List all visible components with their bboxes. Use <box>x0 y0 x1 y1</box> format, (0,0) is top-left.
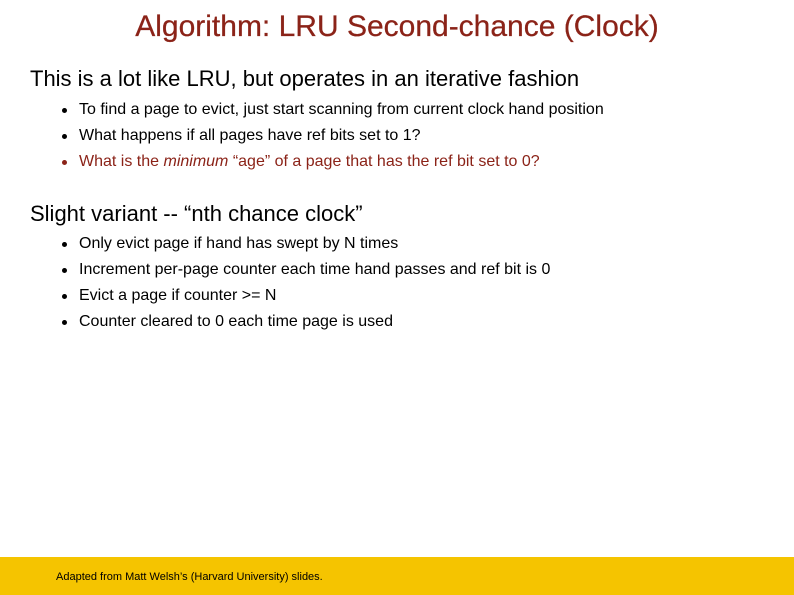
bullet-dot-icon <box>62 160 67 165</box>
bullet-dot-icon <box>62 320 67 325</box>
bullet-dot-icon <box>62 242 67 247</box>
bullet-text: What happens if all pages have ref bits set to 1? <box>79 127 421 144</box>
bullet-text: Counter cleared to 0 each time page is used <box>79 313 393 330</box>
bullet-text: Evict a page if counter >= N <box>79 287 277 304</box>
slide-title: Algorithm: LRU Second-chance (Clock) <box>135 10 659 43</box>
bullet-dot-icon <box>62 294 67 299</box>
section-heading-lru: This is a lot like LRU, but operates in an iterative fashion <box>30 66 580 91</box>
bullet-dot-icon <box>62 108 67 113</box>
section-heading-nth-chance: Slight variant -- “nth chance clock” <box>30 201 363 226</box>
bullet-text-highlighted <box>79 149 540 175</box>
footer-credit: Adapted from Matt Welsh’s (Harvard University) slides. <box>56 571 323 583</box>
bullet-text-part: What is the <box>79 153 164 170</box>
bullet-dot-icon <box>62 268 67 273</box>
bullet-text: Only evict page if hand has swept by N times <box>79 235 399 252</box>
bullet-emphasis: minimum <box>163 153 229 170</box>
bullet-text-part: “age” of a page that has the ref bit set to 0? <box>228 153 540 170</box>
footer-bar <box>0 557 794 595</box>
bullet-dot-icon <box>62 134 67 139</box>
bullet-text: To find a page to evict, just start scanning from current clock hand position <box>79 101 604 118</box>
bullet-text: Increment per-page counter each time hand passes and ref bit is 0 <box>79 261 551 278</box>
